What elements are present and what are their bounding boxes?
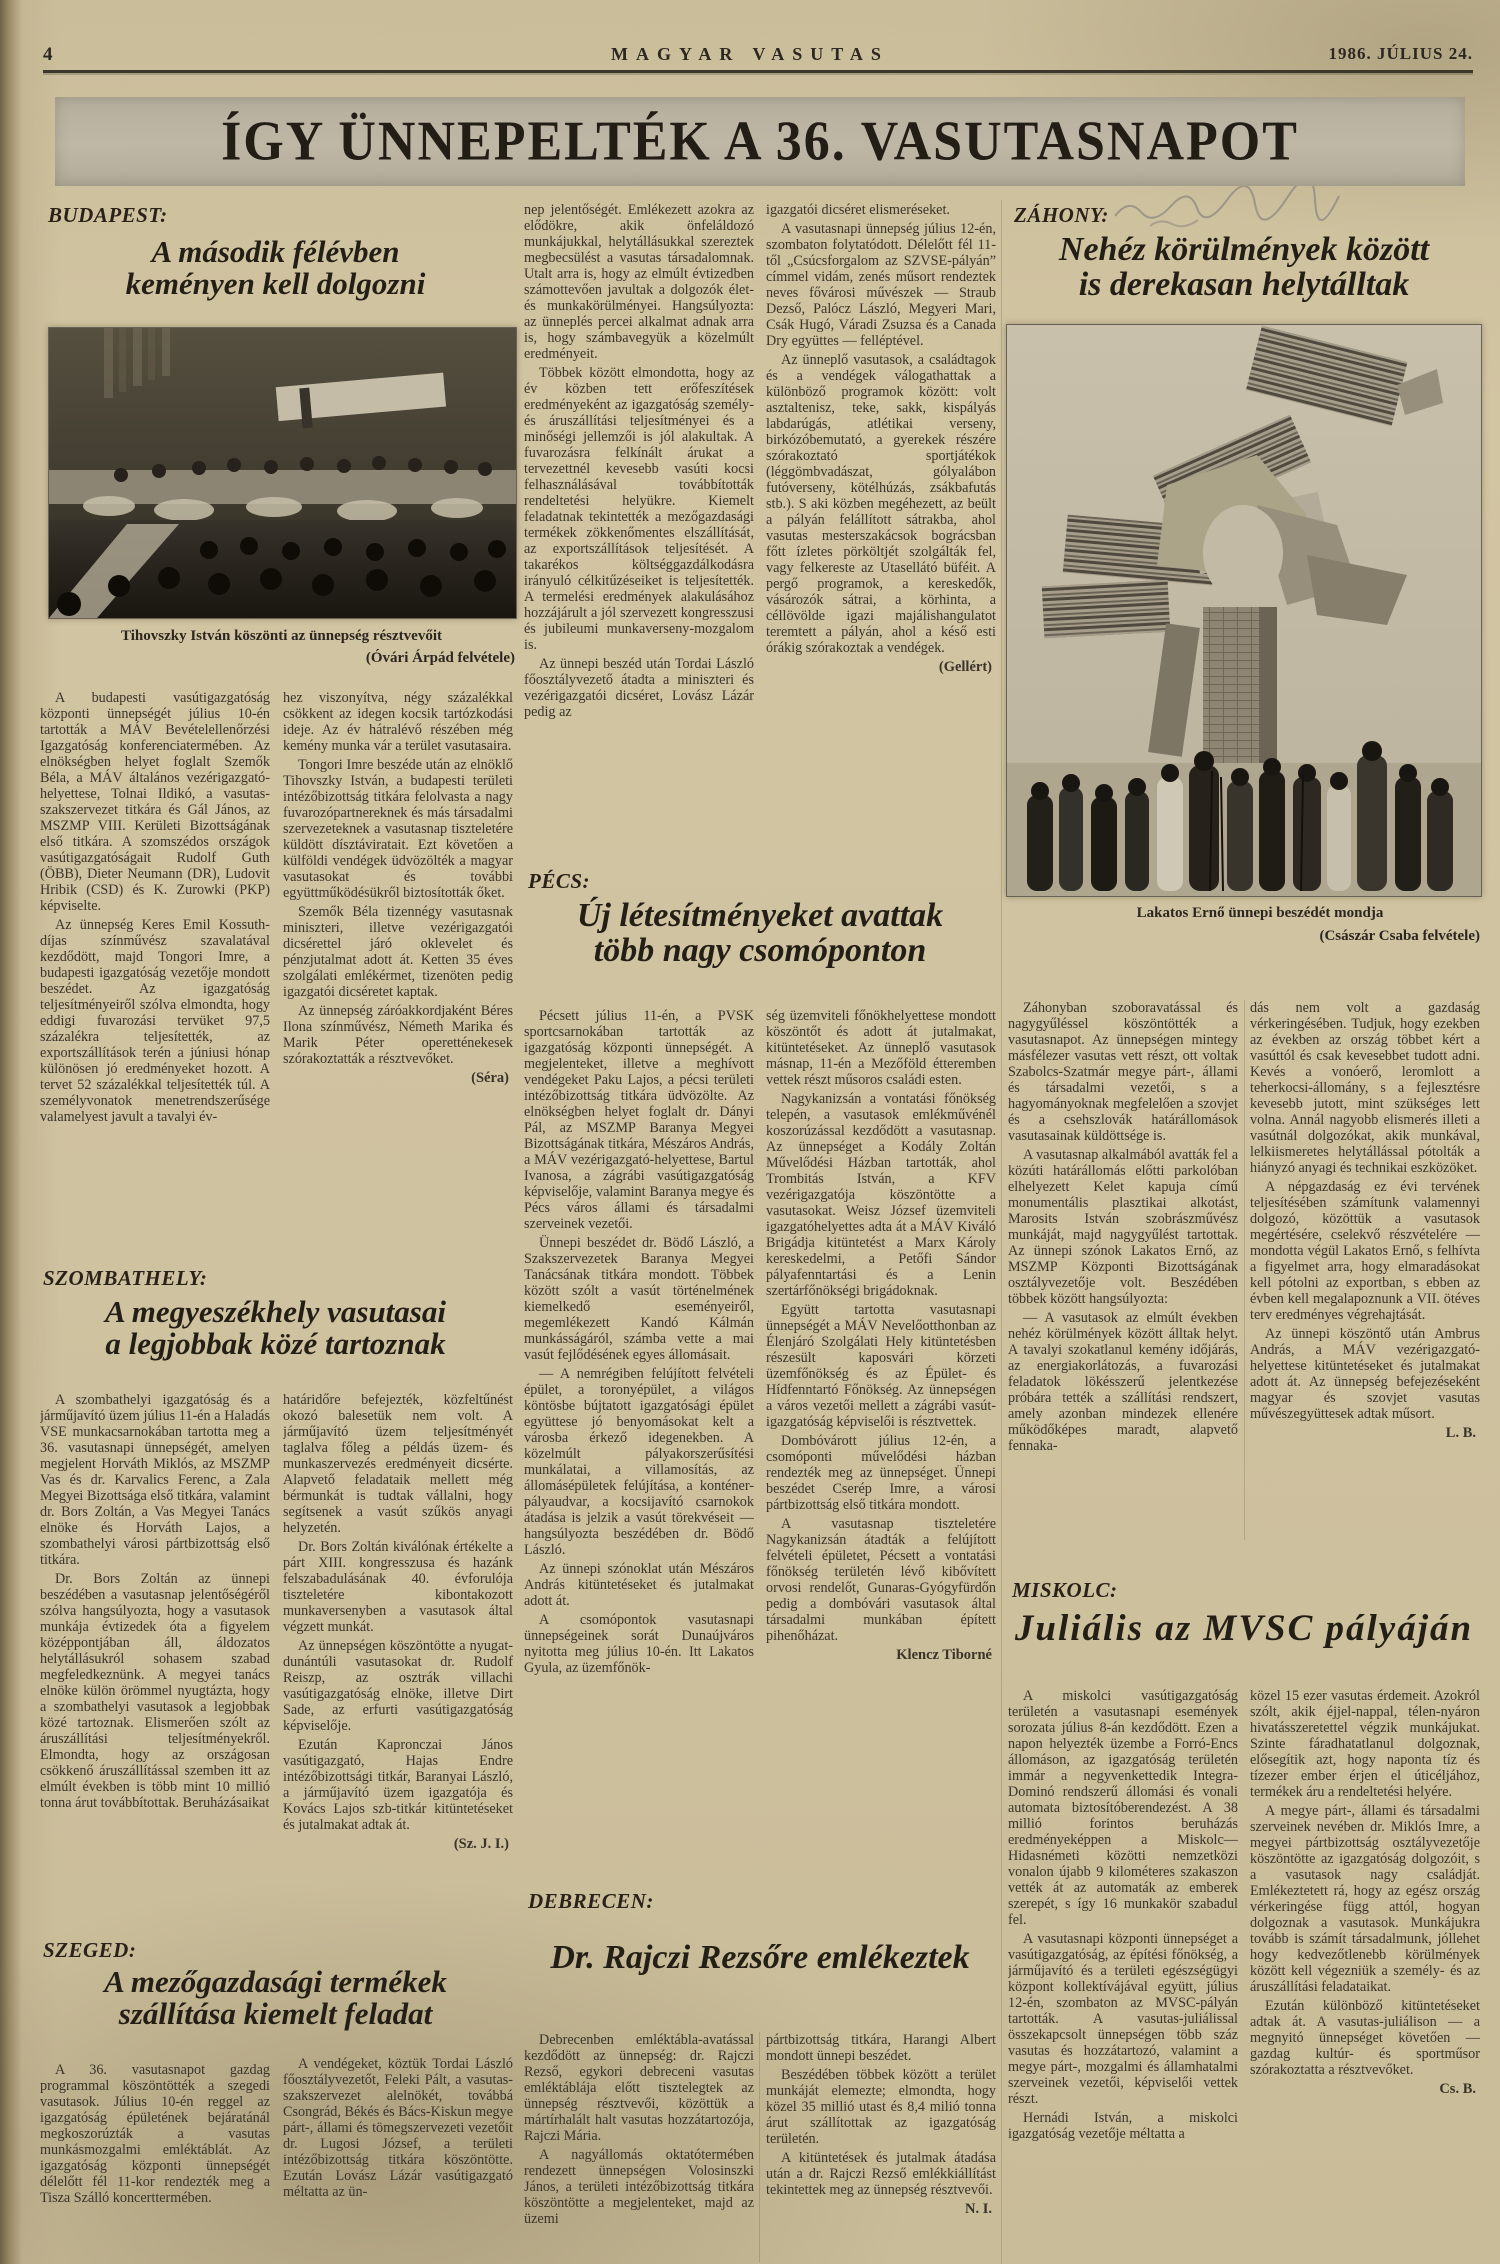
paragraph: Az ünnepi beszéd után Tordai László főosztályvezető átadta a miniszteri és vezérigazgatói dicséret, Lovász Lázár pedig az <box>524 656 754 720</box>
szeged-column-2 <box>283 2056 513 2260</box>
budapest-headline: A második félévben keményen kell dolgozni <box>125 234 426 302</box>
paragraph: Az ünneplő vasutasok, a családtagok és a vendégek válogathattak a különböző programok között: volt asztaltenisz, teke, sakk, kispályás labdarúgás, atlétikai verseny, birkózóbemutató, a gyerekek részére szórakoztató sportjátékok (léggömbvadászat, gólyalábon futóverseny, kötélhúzás, zsákbafutás stb.). S aki közben megéhezett, az beült a pályán felállított sátrakba, ahol vasutas mesterszakácsok bográcsban főtt ízletes pörköltjét szolgálták fel, vagy felkereste az Utasellátó büféit. A pergő programok, a kereskedők, vásározók sátrai, a körhinta, a céllövölde igazi majálishangulatot teremtett a pályán, ahol a késő esti órákig szórakoztak a vendégek. <box>766 352 996 656</box>
paragraph: — A vasutasok az elmúlt években nehéz körülmények között álltak helyt. A tavalyi szokatlanul kemény időjárás, az energiakorlátozás, a fuvarozási feladatok lökésszerű jelentkezése próbára tették a szállítási rendszert, amely azonban mindezek ellenére működőképes maradt, alapvető fennaka- <box>1008 1310 1238 1454</box>
zahony-signature: L. B. <box>1445 1425 1476 1441</box>
paragraph: ség üzemviteli főnökhelyettese mondott köszöntőt és adott át jutalmakat, kitüntetéseket. Az ünneplő vasutasok másnap, 11-én a Mezőföld étteremben vettek részt műsoros családi esten. <box>766 1008 996 1088</box>
paragraph: Tongori Imre beszéde után az elnöklő Tihovszky István, a budapesti területi intézőbizottság titkára felolvasta a nagy fuvarozópartnereknek és más társadalmi szervezeteknek a vasutasnap tiszteletére küldött dísztáviratait. Ezt követően a külföldi vendégek üdvözölték a magyar vasutasokat és további együttműködésükről biztosították őket. <box>283 757 513 901</box>
paragraph: A vendégeket, köztük Tordai László főosztályvezetőt, Feleki Pált, a vasutas-szakszervezet alelnökét, továbbá Csongrád, Békés és Bács-Kiskun megye párt-, állami és tömegszervezeti vezetőit dr. Lugosi József, a területi intézőbizottság titkára köszöntötte. Ezután Lovász Lázár vasútigazgató méltatta az ün- <box>283 2056 513 2200</box>
main-headline: ÍGY ÜNNEPELTÉK A 36. VASUTASNAPOT <box>221 110 1299 173</box>
miskolc-column-1 <box>1008 1688 1238 2262</box>
pecs-column-1 <box>524 1008 754 1884</box>
debrecen-headline: Dr. Rajczi Rezsőre emlékeztek <box>550 1939 970 1976</box>
paragraph: Az ünnepi szónoklat után Mészáros András kitüntetéseket és jutalmakat adott át. <box>524 1561 754 1609</box>
paragraph: határidőre befejezték, közfeltűnést okozó balesetük nem volt. A járműjavító üzem teljesítményét taglalva főleg a példás üzem- és munkaszervezés eredményeit dicsérte. Alapvető feladataik mellett még bérmunkát is tudtak vállalni, hogy segítsenek a vasút szűkös anyagi helyzetén. <box>283 1392 513 1536</box>
pecs-signature: Klencz Tiborné <box>896 1647 992 1663</box>
issue-date: 1986. JÚLIUS 24. <box>1328 44 1473 63</box>
zahony-photo-credit: (Császár Csaba felvétele) <box>1319 928 1480 944</box>
paragraph: A csomópontok vasutasnapi ünnepségeinek sorát Dunaújváros nyitotta meg július 10-én. Itt Lakatos Gyula, az üzemfőnök- <box>524 1612 754 1676</box>
debrecen-column-2 <box>766 2032 996 2264</box>
budapest-conference-photo <box>48 327 517 619</box>
paragraph: A miskolci vasútigazgatóság területén a vasutasnapi események sorozata július 8-án kezdődött. Ezen a napon helyezték üzembe a Forró-Encs állomáson, az igazgatóság területén immár a negyvenkettedik Integra-Dominó rendszerű állomási és vonali automata biztosítóberendezést. A 38 millió forintos beruházás eredményeképpen a Miskolc—Hidasnémeti közötti nemzetközi vonalon újabb 9 kilométeres szakaszon vették át az automaták az emberek szerepét, s így 16 munkakör szabadul fel. <box>1008 1688 1238 1928</box>
zahony-photo-caption: Lakatos Ernő ünnepi beszédét mondja <box>1136 905 1384 921</box>
zahony-column-1 <box>1008 1000 1238 1572</box>
paragraph: Debrecenben emléktábla-avatással kezdődött az ünnepség: dr. Rajczi Rezső, egykori debreceni vasutas emléktáblája előtt tisztelegtek az ünnepség résztvevői, közöttük a mártírhalált halt vasutas hozzátartozója, Rajczi Mária. <box>524 2032 754 2144</box>
szombathely-column-1 <box>40 1392 270 1934</box>
paragraph: Záhonyban szoboravatással és nagygyűléssel köszöntötték a vasutasnapot. Az ünnepségen mintegy másfélezer vasutas vett részt, ott voltak Szabolcs-Szatmár megye párt-, állami és társadalmi vezetői, s a hagyományoknak megfelelően a szovjet és a csehszlovák határállomások vasutasainak küldöttsége is. <box>1008 1000 1238 1144</box>
paragraph: A vasutasnapi központi ünnepséget a vasútigazgatóság, az építési főnökség, a járműjavító és a területi egészségügyi központ kollektívájával együtt, július 12-én, szombaton az MVSC-pályán tartották. A vasutas-juliálissal összekapcsolt ünnepségen több száz vasutas és hozzátartozó, valamint a megye párt-, mozgalmi és államhatalmi szerveinek vezetői, képviselői vettek részt. <box>1008 1931 1238 2107</box>
paragraph: dás nem volt a gazdaság vérkeringésében. Tudjuk, hogy ezekben az években az ország többet kért a vasúttól és csak kevesebbet tudott adni. Kevés a vonóerő, leromlott a teherkocsi-állomány, s a fejlesztésre kevesebb jutott, mint szükséges lett volna. Annál nagyobb elismerés illeti a vasútnál dolgozókat, akik munkával, lelkiismeretes helytállással pótolták a hiányzó anyagi és technikai eszközöket. <box>1250 1000 1480 1176</box>
paragraph: Dr. Bors Zoltán az ünnepi beszédében a vasutasnap jelentőségéről szólva hangsúlyozta, hogy a vasutasok munkája évtizedek óta a figyelem középpontjában áll, áldozatos helytállásukról sohasem szabad megfeledkeznünk. A megyei tanács elnöke külön örömmel nyugtázta, hogy a szombathelyi vasutasok a legjobbak közé tartoznak. Elismerően szólt az áruszállítási teljesítményekről. Elmondta, hogy az országosan csökkenő áruszállítással szemben itt az elmúlt években is több mint 10 millió tonna árut továbbítottak. Beruházásaikat <box>40 1571 270 1811</box>
paragraph: A budapesti vasútigazgatóság központi ünnepségét július 10-én tartották a MÁV Bevételellenőrzési Igazgatóság konferenciatermében. Az elnökségben helyet foglalt Szemők Béla, a MÁV általános vezérigazgató-helyettese, Tolnai Ildikó, a vasutas-szakszervezet titkára és Gál János, az MSZMP VIII. Kerületi Bizottságának első titkára. A szomszédos országok vasútigazgatóságait Rudolf Guth (ÖBB), Dieter Neumann (DR), Ludovit Hribik (CSD) és K. Zurowki (PKP) képviselte. <box>40 690 270 914</box>
paragraph: A szombathelyi igazgatóság és a járműjavító üzem július 11-én a Haladás VSE munkacsarnokában tartotta meg a 36. vasutasnapi ünnepségét, amelyen megjelent Horváth Miklós, az MSZMP Vas és dr. Karvalics Ferenc, a Zala Megyei Bizottsága első titkára, valamint dr. Bors Zoltán, a Vas Megyei Tanács elnöke és Horváth Lajos, a szombathelyi városi pártbizottság első titkára. <box>40 1392 270 1568</box>
szombathely-column-2 <box>283 1392 513 1954</box>
debrecen-column-rule <box>759 2032 760 2262</box>
masthead-rule <box>43 70 1473 73</box>
budapest-column-1 <box>40 690 270 1262</box>
szombathely-signature: (Sz. J. I.) <box>453 1836 509 1852</box>
paragraph: A vasutasnap tiszteletére Nagykanizsán átadták a felújított felvételi épületet, Pécsett a vontatási főnökség területén lévő kibővített orvosi rendelőt, Gunaras-Gyógyfürdőn pedig a dombóvári vasutasok által társadalmi munkában épített pihenőházat. <box>766 1516 996 1644</box>
paragraph: Ezután Kapronczai János vasútigazgató, Hajas Endre intézőbizottsági titkár, Baranyai László, a járműjavító üzem igazgatója és Kovács Lajos szb-titkár kitüntetéseket és jutalmakat adtak át. <box>283 1737 513 1833</box>
zahony-sculpture-photo <box>1006 324 1482 897</box>
paragraph: Többek között elmondotta, hogy az év közben tett erőfeszítések eredményeként az igazgatóság személy- és áruszállítási teljesítményei és a minőségi jellemzői is jól alakultak. A fuvarozásra felkínált árukat a tervezettnél kevesebb vasúti kocsi felhasználásával továbbították rendeltetési helyükre. Kiemelt feladatnak tekintették a mezőgazdasági termékek zökkenőmentes elszállítását, az exportszállítások teljesítését. A takarékos költséggazdálkodásra irányuló célkitűzéseiket is teljesítették. A termelési eredmények alakulásához hozzájárult a jól szervezett kongresszusi és jubileumi munkaverseny-mozgalom is. <box>524 365 754 653</box>
paragraph: hez viszonyítva, négy százalékkal csökkent az idegen kocsik tartózkodási ideje. Az év hátralévő részében még kemény munka vár a terület vasutasaira. <box>283 690 513 754</box>
paragraph: — A nemrégiben felújított felvételi épület, a toronyépület, a világos köntösbe bújtatott igazgatósági épület együttese jó benyomásokat kelt a városba érkező idegenekben. A közelmúlt pályakorszerűsítési munkálatai, a villamosítás, az állomásépületek felújítása, a konténer-pályaudvar, a kocsijavító csarnokok átadása is jelzik a vasút törekvéseit — hangsúlyozta beszédében dr. Bödő László. <box>524 1366 754 1558</box>
headline-banner <box>55 97 1465 186</box>
paragraph: pártbizottság titkára, Harangi Albert mondott ünnepi beszédet. <box>766 2032 996 2064</box>
paragraph: Ezután különböző kitüntetéseket adtak át. A vasutas-juliálison — a megnyitó ünnepséget követően — gazdag kultúr- és sportműsor szórakoztatta a résztvevőket. <box>1250 1998 1480 2078</box>
szeged-headline: A mezőgazdasági termékek szállítása kiemelt feladat <box>104 1964 447 2032</box>
debrecen-column-1 <box>524 2032 754 2264</box>
fold-line <box>1001 200 1002 2264</box>
zahony-headline: Nehéz körülmények között is derekasan helytálltak <box>1058 231 1430 304</box>
paragraph: Az ünnepségen köszöntötte a nyugat-dunántúli vasutasokat dr. Rudolf Reiszp, az osztrák villachi vasútigazgatóság elnöke, illetve Dirt Sade, az erfurti vasútigazgatóság képviselője. <box>283 1638 513 1734</box>
paragraph: A 36. vasutasnapot gazdag programmal köszöntötték a szegedi vasutasok. Július 10-én reggel az igazgatóság épületének bejáratánál megkoszorúzták a vasutas munkásmozgalmi emléktáblát. Az igazgatóság központi ünnepségét délelőtt fél 11-kor rendezték meg a Tisza Szálló koncerttermében. <box>40 2062 270 2206</box>
paragraph: A vasutasnap alkalmából avatták fel a közúti határállomás előtti parkolóban elhelyezett Kelet kapuja című monumentális plasztikai alkotást, Marosits István szobrászművész munkáját, majd nagygyűlést tartottak. Az ünnepi szónok Lakatos Ernő, az MSZMP Központi Bizottságának osztályvezetője volt. Beszédében többek között hangsúlyozta: <box>1008 1147 1238 1307</box>
miskolc-headline: Juliális az MVSC pályáján <box>1014 1608 1474 1649</box>
section-label-debrecen: DEBRECEN: <box>528 1889 654 1913</box>
paragraph: Dr. Bors Zoltán kiválónak értékelte a párt XIII. kongresszusa és hazánk felszabadulásának 40. évforulója tiszteletére kibontakozott munkaversenyben a vasutasok által végzett munkát. <box>283 1539 513 1635</box>
paragraph: Együtt tartotta vasutasnapi ünnepségét a MÁV Nevelőotthonban az Élenjáró Szolgálati Hely kitüntetésben részesült kaposvári körzeti üzemfőnökség és az Épület- és Hídfenntartó Főnökség. Az ünnepségen a város vezetői mellett a zágrábi vasút-igazgatóság képviselői is résztvettek. <box>766 1302 996 1430</box>
paragraph: Az ünnepség záróakkordjaként Béres Ilona színművész, Németh Marika és Marik Péter operetténekesek szórakoztatták a résztvevőket. <box>283 1003 513 1067</box>
paragraph: nep jelentőségét. Emlékezett azokra az elődökre, akik önfeláldozó munkájukkal, helytállásukkal szereztek megbecsülést a vasutas társadalomnak. Utalt arra is, hogy az elmúlt évtizedben számottevően javultak a dolgozók élet- és munkakörülményei. Hangsúlyozta: az ünneplés percei alkalmat adnak arra is, hogy számbavegyük a közelmúlt eredményeit. <box>524 202 754 362</box>
section-label-szeged: SZEGED: <box>43 1938 137 1962</box>
newspaper-title: MAGYAR VASUTAS <box>611 44 889 64</box>
zahony-column-rule <box>1244 1000 1245 1540</box>
paragraph: igazgatói dicséret elismeréseket. <box>766 202 950 218</box>
zahony-column-2 <box>1250 1000 1480 1560</box>
section-label-miskolc: MISKOLC: <box>1012 1578 1118 1602</box>
paragraph: Nagykanizsán a vontatási főnökség telepén, a vasutasok emlékművénél koszorúzással kezdődött a vasutasnap. Az ünnepséget a Kodály Zoltán Művelődési Házban tartották, ahol Trombitás István, a KFV vezérigazgatója köszöntötte a vasutasokat. Weisz József üzemviteli igazgatóhelyettes adta át a MÁV Kiváló Brigádja kitüntetést a Marx Károly kereskedelmi, a Petőfi Sándor pályafenntartási és a Lenin szertárfőnökségi brigádoknak. <box>766 1091 996 1299</box>
paragraph: Beszédében többek között a terület munkáját elemezte; elmondta, hogy közel 35 millió utast és 8,4 milió tonna árut szállítottak az igazgatóság területén. <box>766 2067 996 2147</box>
debrecen-signature: N. I. <box>965 2201 992 2217</box>
budapest-photo-credit: (Óvári Árpád felvétele) <box>365 650 515 666</box>
paragraph: A nagyállomás oktatótermében rendezett ünnepségen Volosinszki János, a területi intézőbizottság titkára köszöntötte a megjelenteket, majd az üzemi <box>524 2147 754 2227</box>
section-label-szombathely: SZOMBATHELY: <box>43 1266 208 1290</box>
paragraph: Hernádi István, a miskolci igazgatóság vezetője méltatta a <box>1008 2110 1238 2142</box>
szeged-column-1 <box>40 2062 270 2258</box>
paragraph: Dombóvárott július 12-én, a csomóponti művelődési házban rendezték meg az ünnepséget. Ünnepi beszédet Cserép Imre, a városi pártbizottság első titkára mondott. <box>766 1433 996 1513</box>
szeged-signature: (Gellért) <box>938 659 992 675</box>
budapest-column-2 <box>283 690 513 1238</box>
paragraph: A kitüntetések és jutalmak átadása után a dr. Rajczi Rezső emlékkiállítást tekintettek meg az ünnepség résztvevői. <box>766 2150 996 2198</box>
paragraph: közel 15 ezer vasutas érdemeit. Azokról szólt, akik éjjel-nappal, télen-nyáron hivatásszeretettel végzik munkájukat. Szinte fáradhatatlanul dolgoznak, elősegítik azt, hogy naponta tíz és tízezer ember érjen el úticéljához, termékek áru a rendeltetési helyére. <box>1250 1688 1480 1800</box>
szeged-column-3 <box>524 202 754 864</box>
paragraph: A népgazdaság ez évi tervének teljesítésében számítunk valamennyi dolgozó, közöttük a vasutasok megértésére, cselekvő részvételére — mondotta végül Lakatos Ernő, s felhívta a figyelmet arra, hogy elmaradásokat kell pótolni az exportban, s ebben az évben kell megalapoznunk a VII. ötéves terv eredményes végrehajtását. <box>1250 1179 1480 1323</box>
paragraph: Pécsett július 11-én, a PVSK sportcsarnokában tartották az igazgatóság központi ünnepségét. A megjelenteket, illetve a meghívott vendégeket Paku Lajos, a pécsi területi intézőbizottság titkára üdvözölte. Az elnökségben helyet foglalt dr. Dányi Pál, az MSZMP Baranya Megyei Bizottságának titkára, Mészáros András, a MÁV vezérigazgató-helyettese, Bartul Ivanosa, a zágrábi vasútigazgatóság képviselője, valamint Baranya megye és Pécs város állami és társadalmi szerveinek vezetői. <box>524 1008 754 1232</box>
budapest-photo-caption: Tihovszky István köszönti az ünnepség résztvevőit <box>121 628 442 644</box>
section-label-pecs: PÉCS: <box>528 869 591 893</box>
paragraph: Ünnepi beszédet dr. Bödő László, a Szakszervezetek Baranya Megyei Tanácsának titkára mondott. Többek között szólt a vasút történelmének kiemelkedő eseményeiről, megemlékezett Kandó Kálmán munkásságáról, számba vette a mai vasút fejlődésének egyes állomásait. <box>524 1235 754 1363</box>
paragraph: A megye párt-, állami és társadalmi szerveinek nevében dr. Miklós Imre, a megyei pártbizottság osztályvezetője köszöntötte az igazgatóság dolgozóit, s a vasutasok nagy családját. Emlékeztetett rá, hogy az egész ország vérkeringése függ attól, hogyan dolgoznak a vasutasok. Munkájukra tovább is számít társadalmunk, jóllehet hogy kedvezőtlenebb körülmények között kell végezniük a személy- és az áruszállítási feladataikat. <box>1250 1803 1480 1995</box>
miskolc-signature: Cs. B. <box>1439 2081 1476 2097</box>
miskolc-column-2 <box>1250 1688 1480 2262</box>
budapest-signature: (Séra) <box>471 1070 509 1086</box>
paragraph: Az ünnepi köszöntő után Ambrus András, a MÁV vezérigazgató-helyettese kitüntetéseket és jutalmakat adott át. Az ünnepség befejezéseként magyar és szovjet vasutas művészegyüttesek adtak műsort. <box>1250 1326 1480 1422</box>
szeged-column-4 <box>766 202 996 842</box>
paragraph: A vasutasnapi ünnepség július 12-én, szombaton folytatódott. Délelőtt fél 11-től „Csúcsforgalom az SZVSE-pályán” címmel vidám, zenés műsort rendeztek neves fővárosi művészek — Straub Dezső, Palócz László, Megyeri Mari, Csák Hugó, Váradi Zsuzsa és a Canada Dry együttes — felléptével. <box>766 221 996 349</box>
pecs-column-2 <box>766 1008 996 1880</box>
paragraph: Szemők Béla tizennégy vasutasnak miniszteri, illetve vezérigazgatói dicsérettel járó oklevelet és pénzjutalmat adott át. Ketten 35 éves szolgálati emlékérmet, tizenöten pedig igazgatói dicséretet kaptak. <box>283 904 513 1000</box>
section-label-budapest: BUDAPEST: <box>48 203 168 227</box>
page-number: 4 <box>43 44 53 65</box>
pen-annotation <box>1110 186 1350 232</box>
section-label-zahony: ZÁHONY: <box>1014 203 1109 227</box>
paragraph: Az ünnepség Keres Emil Kossuth-díjas színművész szavalatával kezdődött, majd Tongori Imre, a budapesti igazgatóság vezetője mondott beszédet. Az igazgatóság teljesítményeiről szólva elmondta, hogy eddigi fuvarozási tervüket 97,5 százalékra teljesítették, az exportszállítások terén a júniusi hónap különösen jó eredményeket hozott. A tervet 52 százalékkal teljesítették túl. A személyvonatok menetrendszerűsége valamelyest javult a tavalyi év- <box>40 917 270 1125</box>
pecs-headline: Új létesítményeket avattak több nagy csomóponton <box>576 897 944 970</box>
szombathely-headline: A megyeszékhely vasutasai a legjobbak közé tartoznak <box>105 1294 446 1362</box>
